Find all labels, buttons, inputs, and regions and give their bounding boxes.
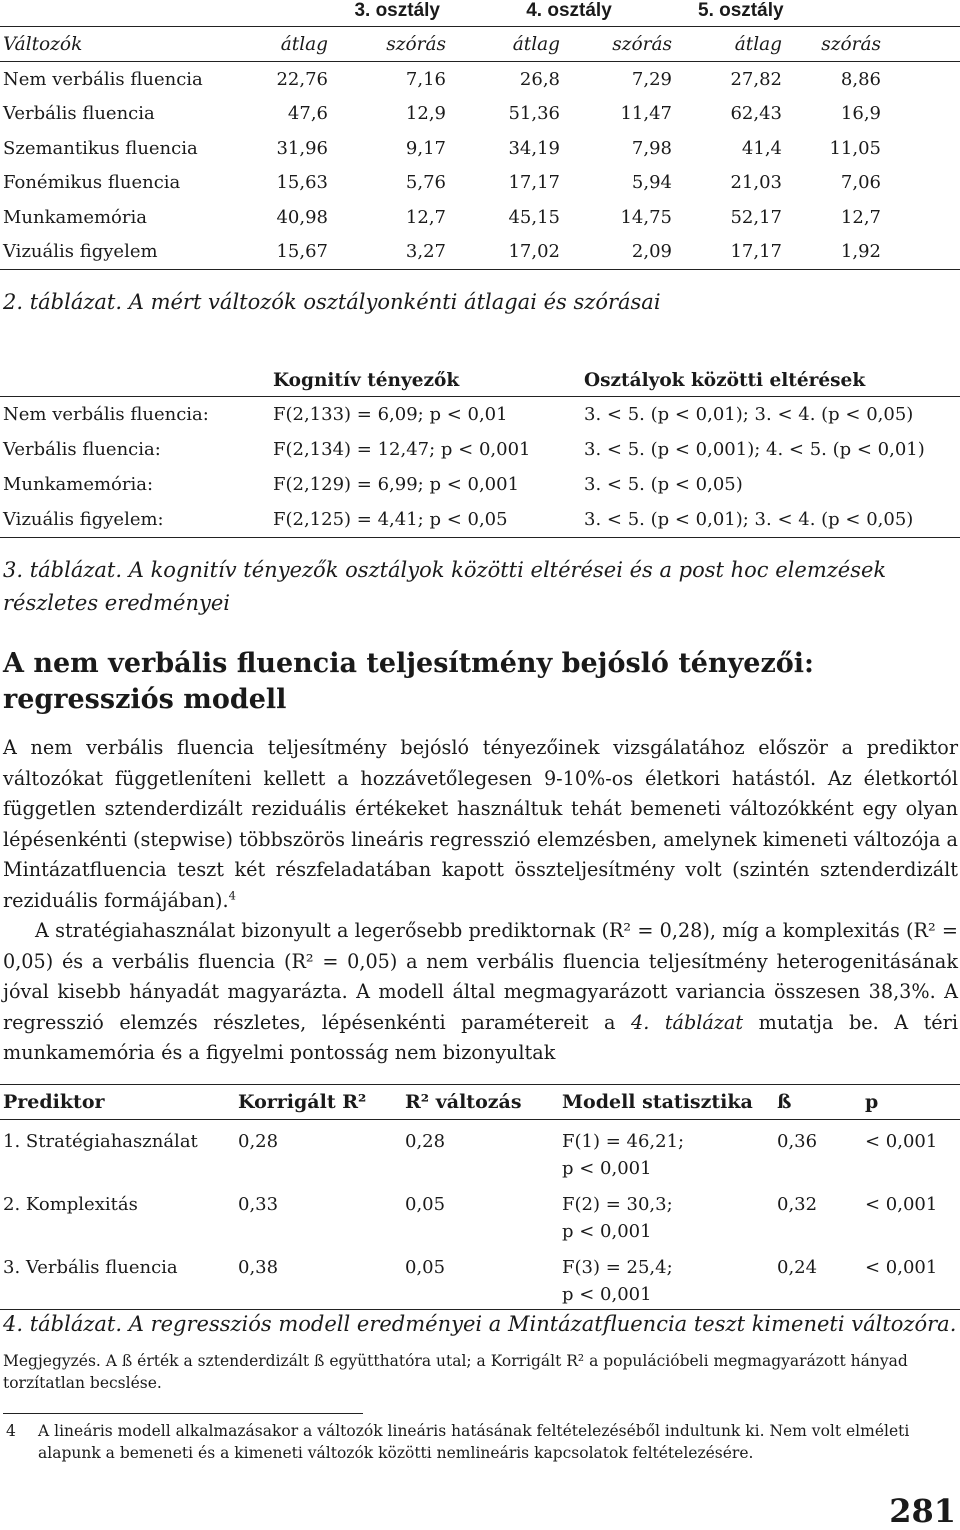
cell: 0,38 xyxy=(238,1246,405,1310)
table-3-caption: 3. táblázat. A kognitív tényezők osztályok közötti eltérései és a post hoc elemzések részletes eredményei xyxy=(3,558,887,615)
table-2-caption: 2. táblázat. A mért változók osztályonkénti átlagai és szórásai xyxy=(3,290,661,314)
row-label: Munkamemória xyxy=(3,206,147,228)
cell: 34,19 xyxy=(508,137,560,159)
cell: 17,17 xyxy=(672,235,782,270)
cell: 27,82 xyxy=(730,68,782,90)
paragraph: A nem verbális fluencia teljesítmény bejósló tényezőinek vizsgálatához először a prediktor változókat függetleníteni kellett a hozzávetőlegesen 9-10%-os életkori hatástól. Az életkortól független sztenderdizált reziduális értékeket használtuk tehát bemeneti változókként egy olyan lépésenkénti (stepwise) többszörös lineáris regresszió elemzésben, amelynek kimeneti változója a Mintázatfluencia teszt két részfeladatában kapott összteljesítmény volt (szintén sztenderdizált reziduális formájában).$^4$ xyxy=(3,736,958,912)
column-header: szórás xyxy=(560,27,672,62)
table-4 xyxy=(0,1084,960,1310)
table-note: Megjegyzés. A ß érték a sztenderdizált ß együtthatóra utal; a Korrigált R² a populációbeli megmagyarázott hányad torzítatlan becslése. xyxy=(3,1352,908,1392)
table-row xyxy=(0,200,960,235)
row-label: 3. Verbális fluencia xyxy=(0,1246,238,1310)
table-row xyxy=(0,1246,960,1310)
cell: 3. < 5. (p < 0,001); 4. < 5. (p < 0,01) xyxy=(584,439,925,460)
table-2 xyxy=(0,0,960,270)
cell: 40,98 xyxy=(276,206,328,228)
footnote-divider xyxy=(3,1413,363,1414)
column-header: Modell statisztika xyxy=(562,1085,777,1120)
column-header-row xyxy=(0,364,960,397)
cell: 11,05 xyxy=(829,137,881,159)
table-4-caption: 4. táblázat. A regressziós modell eredményei a Mintázatfluencia teszt kimeneti változóra. xyxy=(3,1312,957,1336)
column-header xyxy=(0,364,273,397)
row-label: Munkamemória: xyxy=(3,474,154,495)
table-reference: 4. táblázat xyxy=(630,1010,744,1034)
column-header: Korrigált R² xyxy=(238,1085,405,1120)
cell: 17,17 xyxy=(508,172,560,194)
column-header-row xyxy=(0,27,960,62)
cell: 0,28 xyxy=(238,1131,279,1152)
cell: F(3) = 25,4; p < 0,001 xyxy=(562,1246,777,1310)
cell: 0,05 xyxy=(405,1194,446,1215)
column-header: szórás xyxy=(328,27,446,62)
group-header-row xyxy=(0,0,960,27)
row-label: Vizuális figyelem xyxy=(0,235,243,270)
cell: F(2) = 30,3; p < 0,001 xyxy=(562,1194,673,1242)
cell: 12,7 xyxy=(405,206,446,228)
section-heading: A nem verbális fluencia teljesítmény bejósló tényezői: regressziós modell xyxy=(3,648,815,715)
cell: 0,24 xyxy=(777,1246,865,1310)
group-header: 3. osztály xyxy=(354,0,440,21)
footnote-number: 4 xyxy=(6,1422,16,1440)
cell: 62,43 xyxy=(730,103,782,125)
cell: 0,33 xyxy=(238,1194,279,1215)
cell: 52,17 xyxy=(730,206,782,228)
footnote-text: A lineáris modell alkalmazásakor a változók lineáris hatásának feltételezéséből indultunk ki. Nem volt elméleti alapunk a bemeneti és a kimeneti változók közötti nemlineáris kapcsolatok feltételezésére. xyxy=(38,1422,910,1462)
row-label: 2. Komplexitás xyxy=(3,1194,138,1215)
cell: F(1) = 46,21; p < 0,001 xyxy=(562,1131,685,1179)
cell: 7,06 xyxy=(840,172,881,194)
row-label: 1. Stratégiahasználat xyxy=(3,1131,198,1152)
row-label: Szemantikus fluencia xyxy=(3,137,198,159)
cell: 9,17 xyxy=(405,137,446,159)
cell: 0,36 xyxy=(777,1131,818,1152)
table-row xyxy=(0,166,960,201)
cell: 0,32 xyxy=(777,1194,818,1215)
cell: 51,36 xyxy=(508,103,560,125)
cell: 3. < 5. (p < 0,01); 3. < 4. (p < 0,05) xyxy=(584,404,914,425)
cell: 1,92 xyxy=(782,235,881,270)
cell: 17,02 xyxy=(446,235,560,270)
column-header: átlag xyxy=(446,27,560,62)
column-header: R² változás xyxy=(405,1085,562,1120)
group-header: 4. osztály xyxy=(526,0,612,21)
table-row xyxy=(0,131,960,166)
cell: 15,63 xyxy=(276,172,328,194)
cell: 3. < 5. (p < 0,01); 3. < 4. (p < 0,05) xyxy=(584,502,960,538)
table-row xyxy=(0,502,960,538)
row-label: Nem verbális fluencia: xyxy=(3,404,209,425)
column-header-row xyxy=(0,1085,960,1120)
cell: 3,27 xyxy=(328,235,446,270)
table-row xyxy=(0,62,960,97)
row-label: Fonémikus fluencia xyxy=(3,172,181,194)
cell: 5,94 xyxy=(631,172,672,194)
column-header: Osztályok közötti eltérések xyxy=(584,364,960,397)
cell: 7,16 xyxy=(405,68,446,90)
cell: 0,28 xyxy=(405,1131,446,1152)
cell: 14,75 xyxy=(620,206,672,228)
cell: F(2,125) = 4,41; p < 0,05 xyxy=(273,502,584,538)
column-header: Prediktor xyxy=(0,1085,238,1120)
cell: 2,09 xyxy=(560,235,672,270)
cell: < 0,001 xyxy=(865,1246,960,1310)
cell: F(2,134) = 12,47; p < 0,001 xyxy=(273,439,531,460)
column-header: átlag xyxy=(672,27,782,62)
column-header: átlag xyxy=(243,27,328,62)
row-label: Verbális fluencia: xyxy=(3,439,161,460)
column-header: ß xyxy=(777,1085,865,1120)
paragraph: A stratégiahasználat bizonyult a legerősebb prediktornak (R² = 0,28), míg a komplexitás (R² = 0,05) és a verbális fluencia (R² = 0,05) a nem verbális fluencia teljesítmény heterogenitásának jóval kisebb hányadát magyarázta. A modell által megmagyarázott variancia összesen 38,3%. A regresszió elemzés részletes, lépésenkénti paramétereit a 4. táblázat mutatja be. A téri munkamemória és a figyelmi pontosság nem bizonyultak xyxy=(3,919,958,1064)
cell: 12,7 xyxy=(840,206,881,228)
row-label: Verbális fluencia xyxy=(3,103,155,125)
column-header: p xyxy=(865,1085,960,1120)
table-row xyxy=(0,235,960,270)
cell: 22,76 xyxy=(276,68,328,90)
cell: < 0,001 xyxy=(865,1194,938,1215)
body-text xyxy=(3,733,958,1069)
cell: 3. < 5. (p < 0,05) xyxy=(584,474,743,495)
cell: 7,98 xyxy=(631,137,672,159)
cell: 31,96 xyxy=(276,137,328,159)
column-header: Változók xyxy=(0,27,243,62)
cell: 16,9 xyxy=(840,103,881,125)
cell: 47,6 xyxy=(287,103,328,125)
cell: 11,47 xyxy=(620,103,672,125)
table-row xyxy=(0,1120,960,1184)
cell: F(2,129) = 6,99; p < 0,001 xyxy=(273,474,520,495)
cell: 7,29 xyxy=(631,68,672,90)
footnote xyxy=(3,1420,953,1464)
cell: 21,03 xyxy=(730,172,782,194)
cell: 45,15 xyxy=(508,206,560,228)
row-label: Nem verbális fluencia xyxy=(3,68,203,90)
cell: < 0,001 xyxy=(865,1131,938,1152)
table-row xyxy=(0,97,960,132)
table-row xyxy=(0,1183,960,1246)
table-row xyxy=(0,432,960,467)
table-row xyxy=(0,467,960,502)
column-header: szórás xyxy=(782,27,881,62)
table-3 xyxy=(0,364,960,538)
column-header: Kognitív tényezők xyxy=(273,364,584,397)
row-label: Vizuális figyelem: xyxy=(0,502,273,538)
cell: 12,9 xyxy=(405,103,446,125)
cell: 15,67 xyxy=(243,235,328,270)
footnote-ref[interactable]: 4 xyxy=(228,888,236,903)
cell: 8,86 xyxy=(840,68,881,90)
cell: 26,8 xyxy=(519,68,560,90)
cell: 5,76 xyxy=(405,172,446,194)
page-number: 281 xyxy=(889,1492,956,1530)
cell: F(2,133) = 6,09; p < 0,01 xyxy=(273,404,508,425)
cell: 41,4 xyxy=(741,137,782,159)
group-header: 5. osztály xyxy=(698,0,784,21)
cell: 0,05 xyxy=(405,1246,562,1310)
table-row xyxy=(0,397,960,433)
